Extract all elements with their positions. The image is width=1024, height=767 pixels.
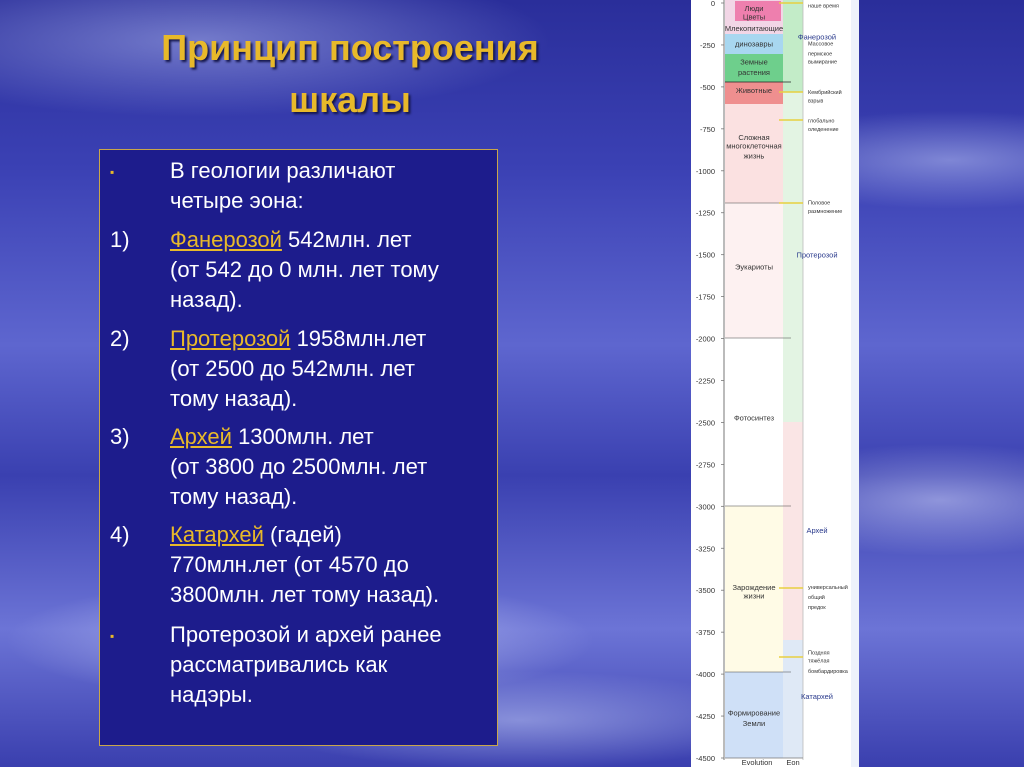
evolution-label: Животные [735, 86, 773, 96]
y-tick-label: -1250 [695, 208, 715, 218]
item-text: 542млн. лет [281, 227, 412, 252]
evolution-label: жизнь [743, 151, 765, 161]
title-line-1: Принцип построения [161, 27, 539, 68]
list-number: 3) [110, 424, 130, 449]
item-text: тому назад). [170, 484, 298, 509]
item-text: 1958млн.лет [290, 326, 427, 351]
chart-right-margin [851, 0, 859, 767]
y-tick-label: -4000 [695, 670, 715, 680]
event-label: наше время [808, 3, 839, 10]
evolution-label: Млекопитающие [724, 24, 784, 34]
eon-label: Катархей [800, 691, 834, 701]
evolution-label: Эукариоты [735, 262, 773, 272]
list-number: 4) [110, 522, 130, 547]
y-tick-label: -1000 [695, 166, 715, 176]
bullet-icon: ▪ [110, 165, 115, 179]
event-label: Массовое [808, 41, 834, 48]
y-tick-label: -2000 [695, 334, 715, 344]
link-phanerozoic[interactable]: Фанерозой [170, 227, 282, 252]
link-archean[interactable]: Архей [170, 424, 232, 449]
event-label: Половое [808, 200, 831, 207]
evolution-label: Зарождение [732, 582, 776, 592]
item-text: надэры. [170, 682, 253, 707]
event-labels [808, 4, 849, 675]
column-footer-label: Evolution [741, 758, 773, 767]
item-text: 3800млн. лет тому назад). [170, 582, 440, 607]
evolution-label: Земли [742, 718, 766, 728]
column-footer-labels [742, 758, 800, 767]
geologic-timescale-chart [691, 0, 859, 767]
bullet-icon: ▪ [110, 629, 115, 643]
evolution-label: динозавры [735, 39, 773, 49]
evolution-label: многоклеточная [726, 141, 782, 151]
link-hadean[interactable]: Катархей [170, 522, 264, 547]
y-tick-label: -2250 [695, 376, 715, 386]
event-label: универсальный [808, 584, 848, 591]
item-text: (гадей) [263, 522, 342, 547]
y-tick-label: -4500 [695, 754, 715, 763]
event-label: вымирание [808, 59, 838, 66]
item-text: 1300млн. лет [231, 424, 374, 449]
evolution-label: Цветы [742, 12, 766, 22]
y-tick-label: -2500 [695, 418, 715, 428]
evolution-label: Формирование [727, 708, 781, 718]
item-text: рассматривались как [170, 652, 388, 677]
y-tick-label: -3250 [695, 544, 715, 554]
timescale-svg [691, 0, 859, 767]
event-label: бомбардировка [808, 668, 848, 675]
list-number: 1) [110, 227, 130, 252]
y-tick-label: -250 [699, 40, 715, 50]
event-label: Поздняя [808, 650, 830, 657]
eon-label: Архей [806, 525, 828, 535]
y-tick-label: -500 [699, 82, 715, 92]
item-text: Протерозой и архей ранее [170, 622, 442, 647]
item-text: назад). [170, 287, 243, 312]
event-label: размножение [808, 209, 843, 216]
item-text: В геологии различают [170, 158, 396, 183]
y-tick-label: -1750 [695, 292, 715, 302]
title-line-2: шкалы [289, 79, 411, 120]
y-tick-label: -3750 [695, 628, 715, 638]
item-text: (от 2500 до 542млн. лет [170, 356, 415, 381]
item-text: (от 3800 до 2500млн. лет [170, 454, 428, 479]
list-number: 2) [110, 326, 130, 351]
evolution-label: Сложная [738, 133, 770, 143]
eon-archean [783, 422, 803, 640]
event-label: пермское [808, 51, 833, 58]
slide-title [120, 22, 580, 126]
evolution-label: Земные [740, 57, 768, 67]
item-text: 770млн.лет (от 4570 до [170, 552, 409, 577]
y-tick-label: -750 [699, 124, 715, 134]
item-text: четыре эона: [170, 188, 304, 213]
event-label: глобально [808, 118, 835, 125]
y-axis-ticks [696, 0, 724, 763]
event-label: оледенение [808, 126, 839, 133]
y-tick-label: -1500 [695, 250, 715, 260]
event-label: взрыв [808, 98, 824, 105]
eon-label: Фанерозой [797, 32, 837, 42]
event-label: общий [808, 594, 825, 601]
y-tick-label: -2750 [695, 460, 715, 470]
content-box [99, 149, 498, 746]
item-text: (от 542 до 0 млн. лет тому [170, 257, 439, 282]
evolution-label: Фотосинтез [733, 413, 775, 423]
y-tick-label: 0 [710, 0, 715, 8]
eon-phanerozoic [783, 0, 803, 92]
y-tick-label: -3000 [695, 502, 715, 512]
eon-label: Протерозой [796, 250, 838, 260]
item-text: тому назад). [170, 386, 298, 411]
evolution-label: растения [737, 67, 771, 77]
column-footer-label: Eon [786, 758, 800, 767]
link-proterozoic[interactable]: Протерозой [170, 326, 291, 351]
event-label: тяжёлая [808, 658, 830, 665]
event-label: предок [808, 605, 826, 611]
evolution-label: Люди [744, 4, 764, 14]
evolution-label: жизни [743, 591, 765, 601]
y-tick-label: -4250 [695, 712, 715, 722]
y-tick-label: -3500 [695, 586, 715, 596]
event-label: Кембрийский [808, 89, 842, 96]
